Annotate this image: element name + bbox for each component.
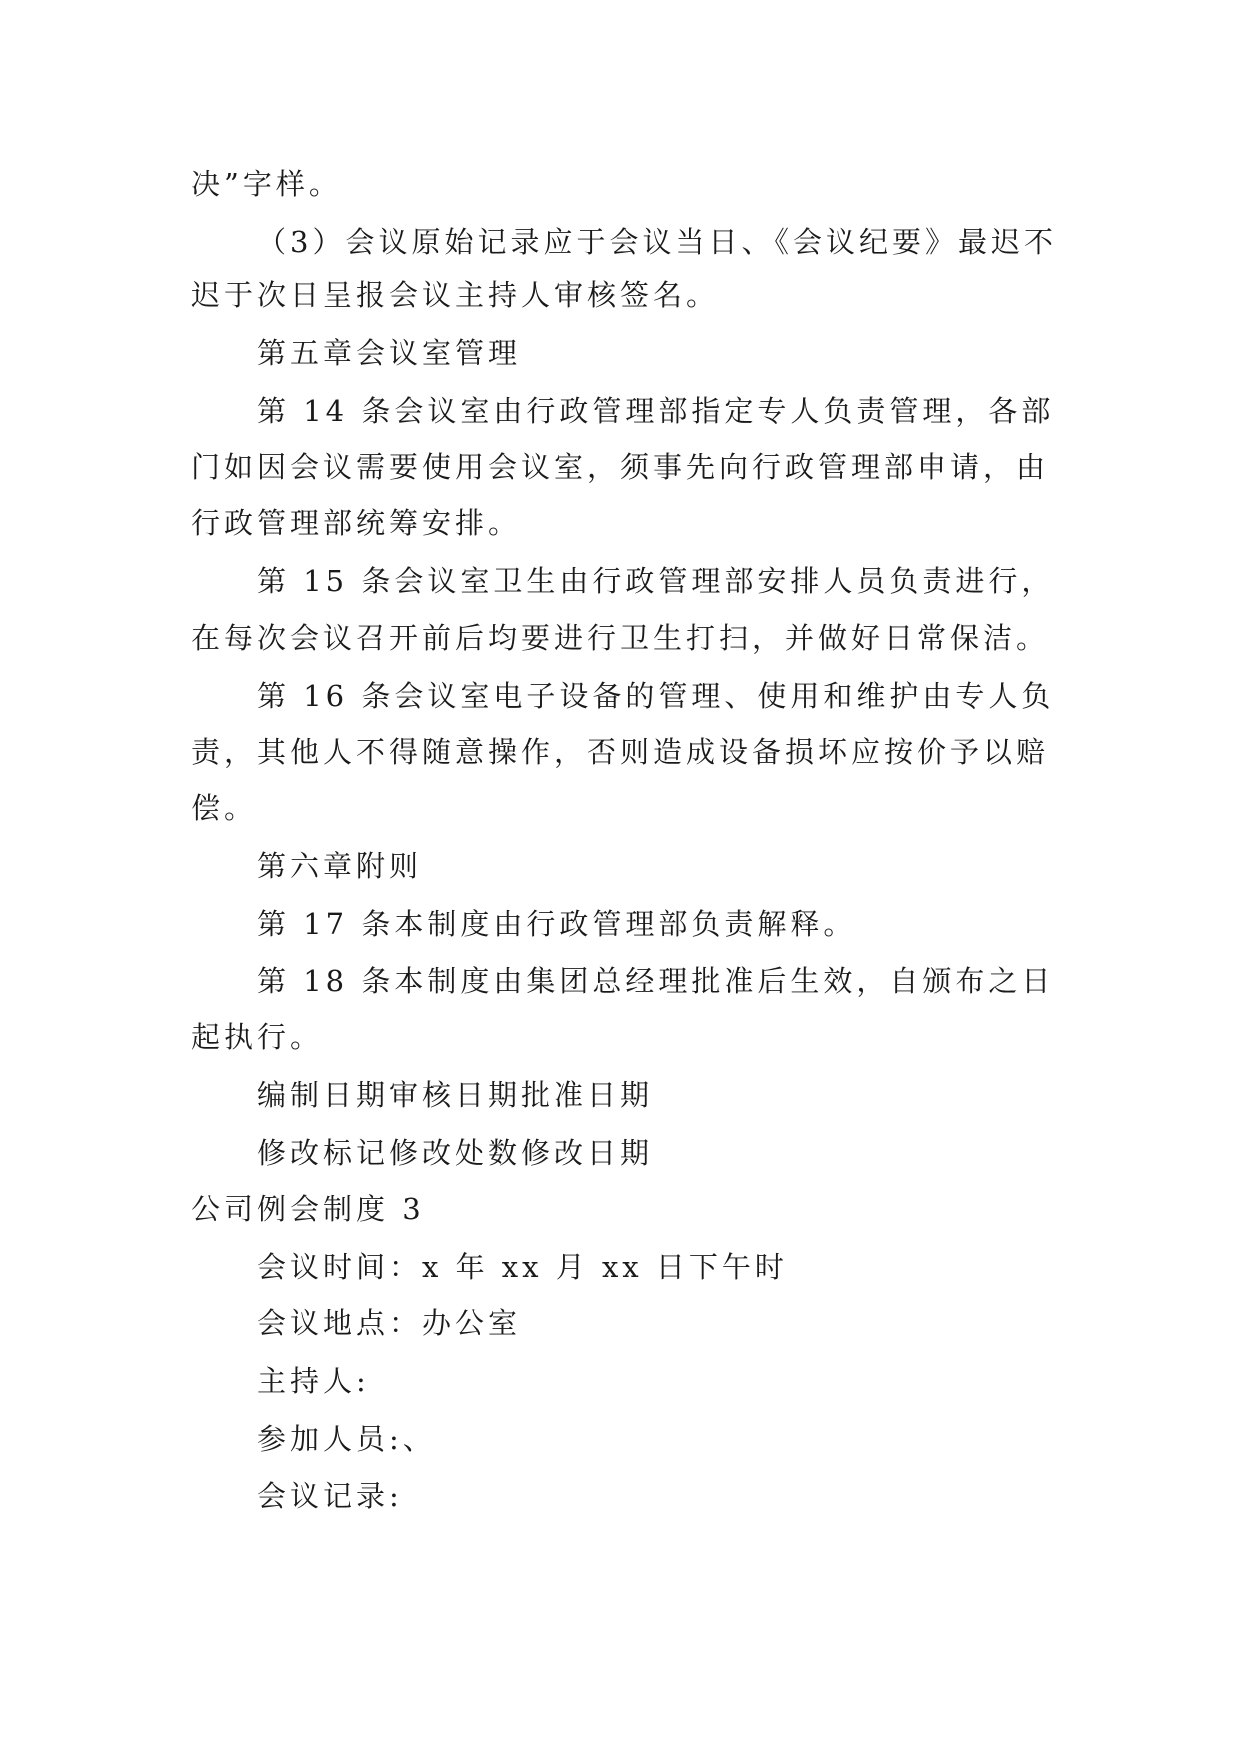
- text-line: 在每次会议召开前后均要进行卫生打扫，并做好日常保洁。: [191, 621, 1050, 655]
- text-line: 行政管理部统筹安排。: [191, 506, 522, 540]
- section-heading: 第六章附则: [257, 849, 423, 883]
- text-line: 第 16 条会议室电子设备的管理、使用和维护由专人负: [257, 679, 1055, 713]
- text-line: 会议记录:: [257, 1479, 403, 1513]
- text-line: 修改标记修改处数修改日期: [257, 1136, 654, 1170]
- text-line: 第 18 条本制度由集团总经理批准后生效，自颁布之日: [257, 964, 1055, 998]
- text-line: 第 15 条会议室卫生由行政管理部安排人员负责进行，: [257, 564, 1055, 598]
- text-line: 参加人员:、: [257, 1422, 436, 1456]
- text-line: 偿。: [191, 791, 258, 825]
- text-line: 迟于次日呈报会议主持人审核签名。: [191, 278, 720, 312]
- document-title: 公司例会制度 3: [191, 1192, 425, 1226]
- text-line: （3）会议原始记录应于会议当日、《会议纪要》最迟不: [257, 225, 1057, 259]
- text-line: 会议地点：办公室: [257, 1306, 522, 1340]
- text-line: 主持人:: [257, 1364, 370, 1398]
- text-line: 第 17 条本制度由行政管理部负责解释。: [257, 907, 857, 941]
- text-line: 责，其他人不得随意操作，否则造成设备损坏应按价予以赔: [191, 735, 1050, 769]
- section-heading: 第五章会议室管理: [257, 336, 522, 370]
- text-line: 起执行。: [191, 1020, 324, 1054]
- text-line: 门如因会议需要使用会议室，须事先向行政管理部申请，由: [191, 450, 1050, 484]
- text-line: 编制日期审核日期批准日期: [257, 1078, 654, 1112]
- text-line: 第 14 条会议室由行政管理部指定专人负责管理，各部: [257, 394, 1055, 428]
- text-line: 决”字样。: [191, 167, 342, 201]
- text-line: 会议时间：x 年 xx 月 xx 日下午时: [257, 1250, 788, 1284]
